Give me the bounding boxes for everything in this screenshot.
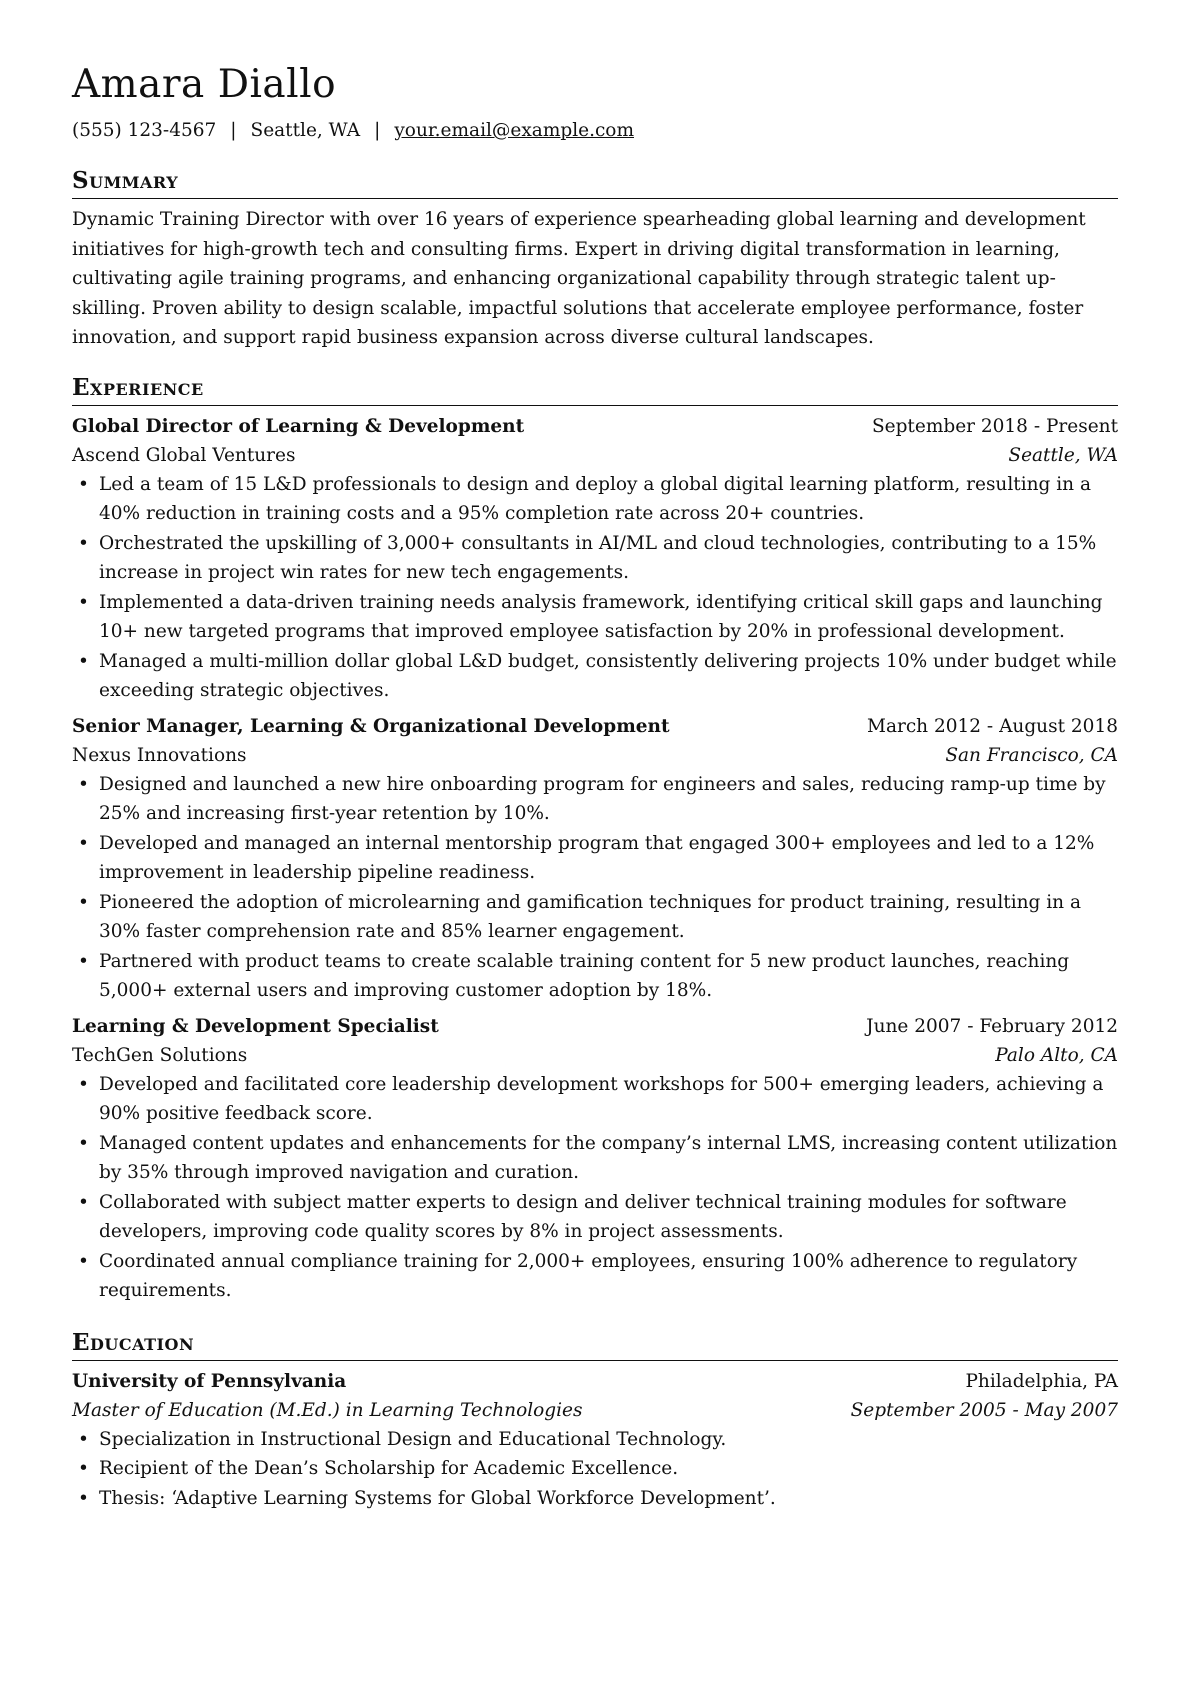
education-header (72, 1367, 1118, 1396)
job-location: Seattle, WA (1008, 444, 1118, 466)
phone-number: (555) 123-4567 (72, 120, 217, 141)
job-company: TechGen Solutions (72, 1044, 248, 1066)
job-entry (72, 412, 1118, 706)
job-dates: March 2012 - August 2018 (867, 715, 1118, 737)
list-item: • Pioneered the adoption of microlearning and gamification techniques for product training, resulting in a 30% faster comprehension rate and 85% learner engagement. (72, 888, 1118, 947)
job-bullets (72, 770, 1118, 1006)
job-subheader (72, 741, 1118, 770)
education-dates: September 2005 - May 2007 (850, 1399, 1118, 1421)
job-header (72, 712, 1118, 741)
list-item: • Developed and facilitated core leadership development workshops for 500+ emerging leaders, achieving a 90% positive feedback score. (72, 1070, 1118, 1129)
email-link[interactable]: your.email@example.com (394, 120, 634, 141)
list-item: • Recipient of the Dean’s Scholarship for Academic Excellence. (72, 1454, 1118, 1484)
contact-line (72, 118, 1118, 144)
job-role: Global Director of Learning & Development (72, 415, 525, 437)
summary-section (72, 166, 1118, 353)
list-item: • Implemented a data-driven training needs analysis framework, identifying critical skill gaps and launching 10+ new targeted programs that improved employee satisfaction by 20% in professional development. (72, 588, 1118, 647)
job-entry (72, 712, 1118, 1006)
job-dates: June 2007 - February 2012 (866, 1015, 1118, 1037)
candidate-name: Amara Diallo (72, 62, 337, 107)
list-item: • Developed and managed an internal mentorship program that engaged 300+ employees and led to a 12% improvement in leadership pipeline readiness. (72, 829, 1118, 888)
education-bullets (72, 1425, 1118, 1514)
job-subheader (72, 441, 1118, 470)
job-company: Nexus Innovations (72, 744, 247, 766)
job-entry (72, 1012, 1118, 1306)
summary-text: Dynamic Training Director with over 16 years of experience spearheading global learning and development initiatives for high-growth tech and consulting firms. Expert in driving digital transformation in learning, cultivating agile training programs, and enhancing organizational capability through strategic talent up-skilling. Proven ability to design scalable, impactful solutions that accelerate employee performance, foster innovation, and support rapid business expansion across diverse cultural landscapes. (72, 209, 1086, 348)
job-role: Senior Manager, Learning & Organizational Development (72, 715, 670, 737)
degree: Master of Education (M.Ed.) in Learning Technologies (72, 1399, 583, 1421)
section-title-experience: Experience (72, 373, 1118, 406)
list-item: • Thesis: ‘Adaptive Learning Systems for Global Workforce Development’. (72, 1484, 1118, 1514)
school-name: University of Pennsylvania (72, 1370, 347, 1392)
location: Seattle, WA (250, 120, 361, 141)
list-item: • Partnered with product teams to create scalable training content for 5 new product launches, reaching 5,000+ external users and improving customer adoption by 18%. (72, 947, 1118, 1006)
school-location: Philadelphia, PA (965, 1370, 1118, 1392)
list-item: • Managed content updates and enhancements for the company’s internal LMS, increasing content utilization by 35% through improved navigation and curation. (72, 1129, 1118, 1188)
job-dates: September 2018 - Present (871, 415, 1118, 437)
job-location: San Francisco, CA (945, 744, 1118, 766)
education-section (72, 1328, 1118, 1514)
section-title-education: Education (72, 1328, 1118, 1361)
job-subheader (72, 1041, 1118, 1070)
education-subheader (72, 1396, 1118, 1425)
job-role: Learning & Development Specialist (72, 1015, 439, 1037)
list-item: • Coordinated annual compliance training for 2,000+ employees, ensuring 100% adherence to regulatory requirements. (72, 1247, 1118, 1306)
job-header (72, 1012, 1118, 1041)
separator: | (374, 120, 381, 141)
section-title-summary: Summary (72, 166, 1118, 199)
job-bullets (72, 1070, 1118, 1306)
list-item: • Specialization in Instructional Design and Educational Technology. (72, 1425, 1118, 1455)
job-header (72, 412, 1118, 441)
list-item: • Designed and launched a new hire onboarding program for engineers and sales, reducing ramp-up time by 25% and increasing first-year retention by 10%. (72, 770, 1118, 829)
job-company: Ascend Global Ventures (72, 444, 296, 466)
list-item: • Collaborated with subject matter experts to design and deliver technical training modules for software developers, improving code quality scores by 8% in project assessments. (72, 1188, 1118, 1247)
experience-section (72, 373, 1118, 1306)
list-item: • Led a team of 15 L&D professionals to design and deploy a global digital learning platform, resulting in a 40% reduction in training costs and a 95% completion rate across 20+ countries. (72, 470, 1118, 529)
job-bullets (72, 470, 1118, 706)
list-item: • Orchestrated the upskilling of 3,000+ consultants in AI/ML and cloud technologies, contributing to a 15% increase in project win rates for new tech engagements. (72, 529, 1118, 588)
job-location: Palo Alto, CA (995, 1044, 1118, 1066)
separator: | (230, 120, 237, 141)
list-item: • Managed a multi-million dollar global L&D budget, consistently delivering projects 10% under budget while exceeding strategic objectives. (72, 647, 1118, 706)
